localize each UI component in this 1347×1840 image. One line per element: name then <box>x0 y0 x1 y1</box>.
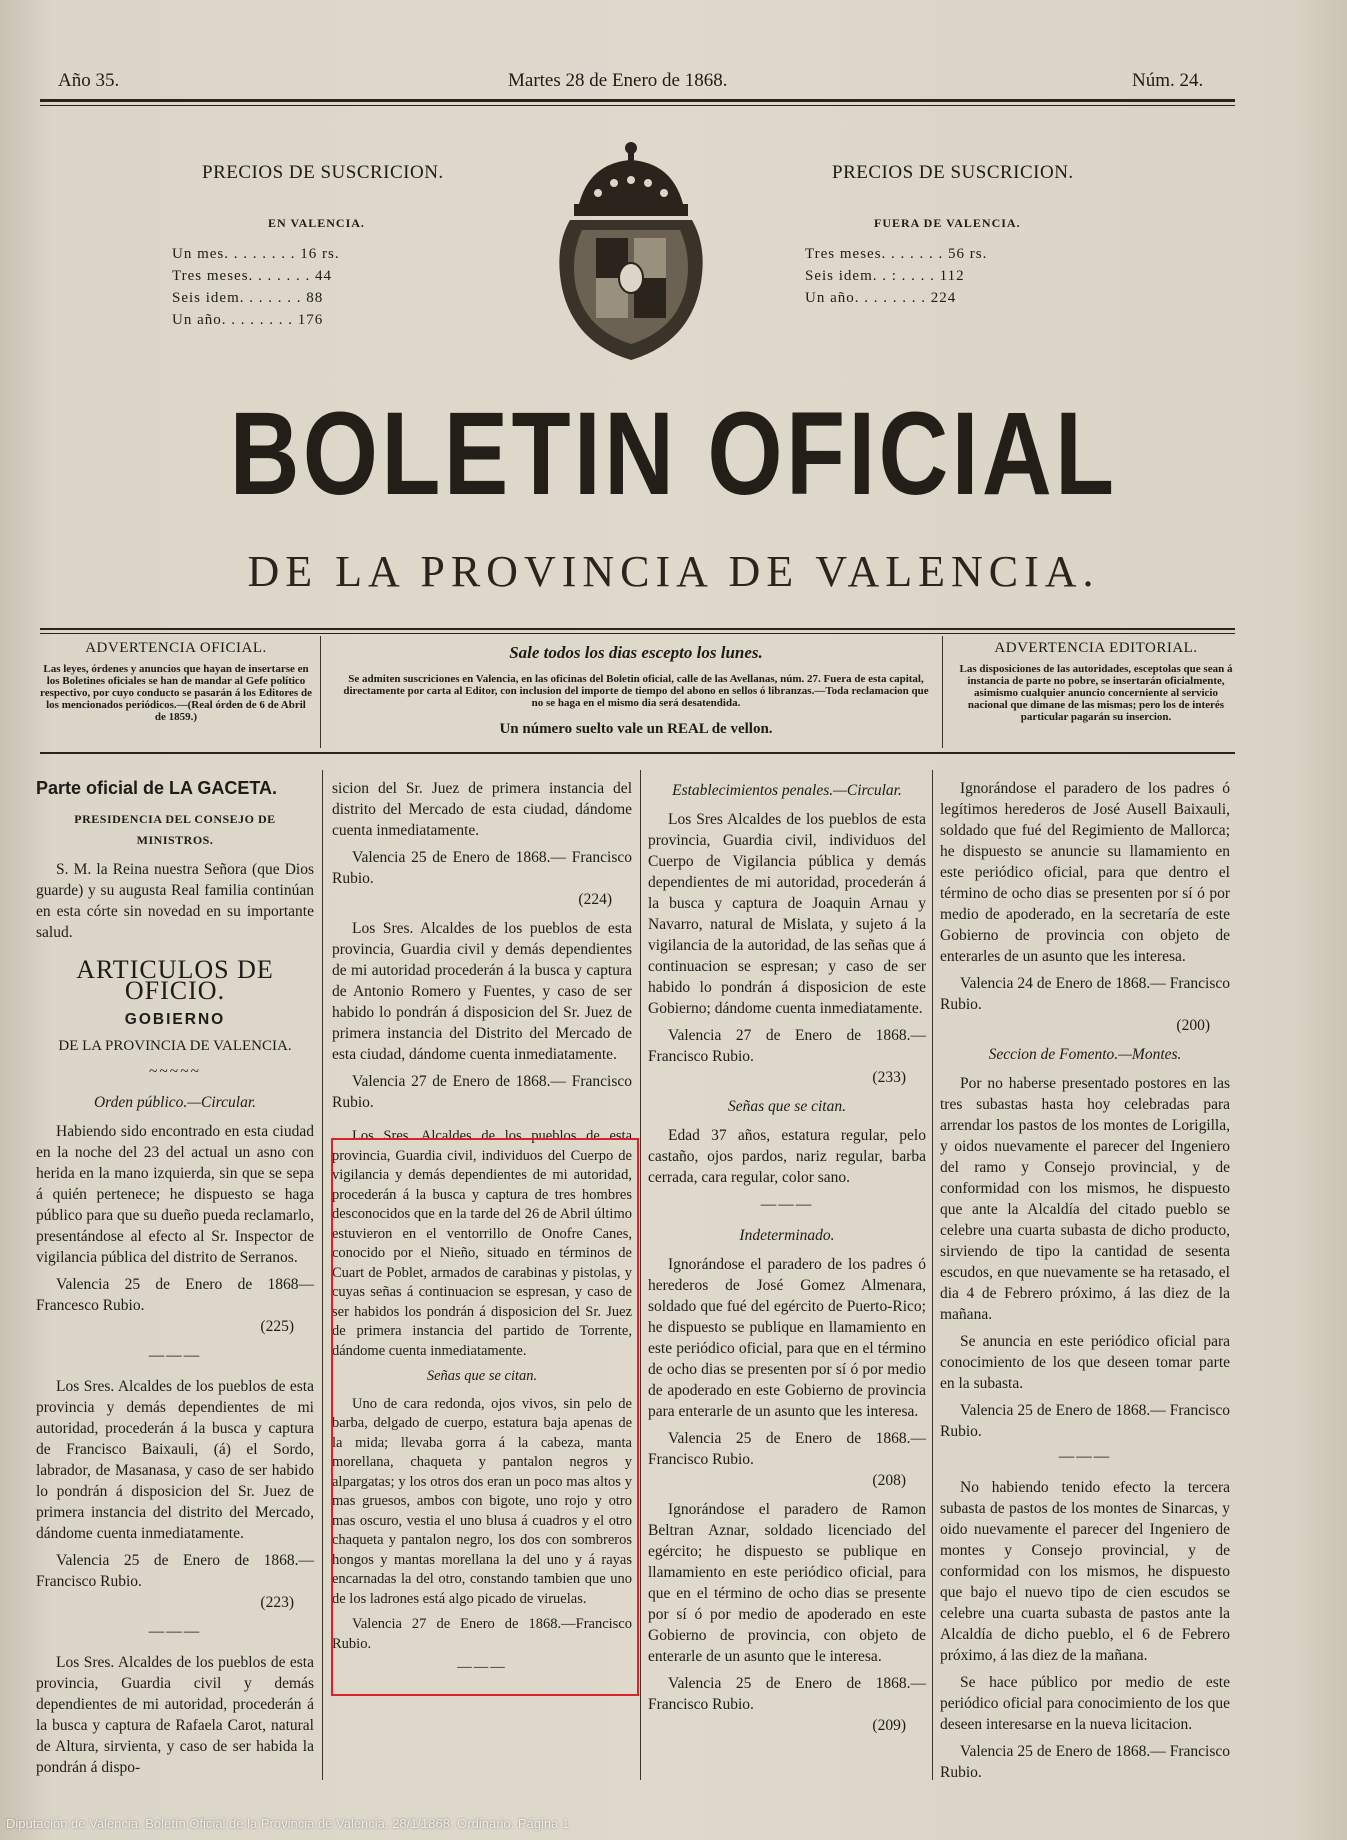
official-notice <box>40 640 312 723</box>
signature: Valencia 27 de Enero de 1868.— Francisco Rubio. <box>332 1073 632 1111</box>
notice-divider <box>942 636 943 748</box>
signature: Valencia 25 de Enero de 1868.— Francisco Rubio. <box>940 1402 1230 1440</box>
prices-right-subtitle: FUERA DE VALENCIA. <box>874 216 1021 230</box>
signature: Valencia 25 de Enero de 1868.— Francisco Rubio. <box>940 1743 1230 1781</box>
reference-number: (233) <box>872 1069 906 1086</box>
section-heading: Orden público.—Circular. <box>93 1094 257 1111</box>
prices-right-title: PRECIOS DE SUSCRICION. <box>832 162 1074 183</box>
official-notice-title: ADVERTENCIA OFICIAL. <box>85 640 267 656</box>
header-rule <box>40 99 1235 102</box>
reference-number: (208) <box>872 1472 906 1489</box>
articles-heading: ARTICULOS DE OFICIO. <box>76 955 274 1005</box>
gobierno-heading: GOBIERNO <box>124 1011 226 1028</box>
section-heading: Señas que se citan. <box>728 1098 846 1115</box>
paragraph: Se anuncia en este periódico oficial para conocimiento de los que deseen tomar parte en la subasta. <box>940 1333 1230 1392</box>
reference-number: (223) <box>260 1594 294 1611</box>
price-line: Tres meses. . . . . . . 56 rs. <box>805 246 988 262</box>
divider: ——— <box>148 1623 202 1640</box>
official-notice-text: Las leyes, órdenes y anuncios que hayan de insertarse en los Boletines oficiales se han de mandar al Gefe político respectivo, por cuyo conducto se pasarán á los Editores de los mencionados periódicos.—(Real órden de 6 de Abril de 1859.) <box>40 663 312 723</box>
masthead-subtitle: DE LA PROVINCIA DE VALENCIA. <box>247 547 1100 596</box>
price-line: Un mes. . . . . . . . 16 rs. <box>172 246 340 262</box>
section-heading: Indeterminado. <box>739 1227 835 1244</box>
paragraph: S. M. la Reina nuestra Señora (que Dios guarde) y su augusta Real familia continúan en esta córte sin novedad en su importante salud. <box>36 861 314 941</box>
price-line: Seis idem. . : . . . . 112 <box>805 268 965 284</box>
paragraph: Los Sres. Alcaldes de los pueblos de esta provincia, Guardia civil y demás dependientes de mi autoridad procederán á la busca y captura de Antonio Romero y Fuentes, y caso de ser habido lo pondrán á disposicion del Sr. Juez de primera instancia del Distrito del Mercado de esta ciudad, dándome cuenta inmediatamente. <box>332 920 632 1063</box>
footer-caption: Diputación de Valencia. Boletín Oficial de la Provincia de Valencia. 28/1/1868. Ordinario. Página 1 <box>6 1816 570 1831</box>
reference-number: (224) <box>578 891 612 908</box>
provincia-heading: DE LA PROVINCIA DE VALENCIA. <box>58 1038 292 1054</box>
paragraph: Ignorándose el paradero de los padres ó legítimos herederos de José Ausell Baixauli, soldado que fué del Regimiento de Mallorca; he dispuesto se anuncie su llamamiento en este periódico oficial, para que dentro el término de ocho dias se presenten por sí ó por medio de apoderado, en la secretaría de este Gobierno de provincia con objeto de enterarles de un asunto que les interesa. <box>940 780 1230 965</box>
paragraph: Ignorándose el paradero de los padres ó herederos de José Gomez Almenara, soldado que fué del egército de Puerto-Rico; he dispuesto se publique en llamamiento en este periódico oficial, para que en el término de ocho dias se presenten por sí ó por medio de apoderado en este Gobierno de provincia para enterarle de un asunto que les interesa. <box>648 1256 926 1420</box>
royal-crest-icon <box>548 138 714 368</box>
publication-notice-title: Sale todos los dias escepto los lunes. <box>509 643 763 662</box>
price-line: Seis idem. . . . . . . 88 <box>172 290 324 306</box>
signature: Valencia 27 de Enero de 1868.— Francisco Rubio. <box>648 1027 926 1065</box>
divider: ——— <box>148 1347 202 1364</box>
single-issue-price: Un número suelto vale un REAL de vellon. <box>499 721 773 737</box>
section-heading: Seccion de Fomento.—Montes. <box>988 1046 1182 1063</box>
paragraph: No habiendo tenido efecto la tercera subasta de pastos de los montes de Sinarcas, y oido nuevamente el parecer del Ingeniero de montes y Consejo provincial, y de conformidad con los mismos, he dispuesto que bajo el nuevo tipo de cien escudos se celebre una cuarta subasta de pastos ante la Alcaldía de dicho pueblo, el 6 de Febrero próximo, á las diez de la mañana. <box>940 1479 1230 1664</box>
gazette-section-title: Parte oficial de LA GACETA. <box>36 778 278 798</box>
column-4 <box>940 778 1230 1783</box>
paragraph: Habiendo sido encontrado en esta ciudad en la noche del 23 del actual un asno con herida en la mano izquierda, sin que se sepa á quién pertenece; he dispuesto se haga público para que su dueño pueda reclamarlo, presentándose al efecto al Sr. Inspector de vigilancia pública del distrito de Serranos. <box>36 1123 314 1266</box>
reference-number: (209) <box>872 1717 906 1734</box>
price-line: Un año. . . . . . . . 224 <box>805 290 957 306</box>
prices-left-title: PRECIOS DE SUSCRICION. <box>202 162 444 183</box>
reference-number: (200) <box>1176 1017 1210 1034</box>
prices-left-subtitle: EN VALENCIA. <box>268 216 365 230</box>
price-line: Tres meses. . . . . . . 44 <box>172 268 333 284</box>
section-heading: Establecimientos penales.—Circular. <box>672 782 902 799</box>
paragraph: Se hace público por medio de este periódico oficial para conocimiento de los que deseen interesarse en la nueva licitacion. <box>940 1674 1230 1733</box>
paragraph: Los Sres Alcaldes de los pueblos de esta provincia, Guardia civil, individuos del Cuerpo de Vigilancia pública y demás dependientes de mi autoridad, procederán á la busca y captura de Joaquin Arnau y Navarro, natural de Mislata, y sujeto á la vigilancia de la autoridad, de las señas que á continuacion se espresan; y caso de ser habido lo pondrán á disposicion de este Gobierno; dándome cuenta inmediatamente. <box>648 811 926 1017</box>
issue-number: Núm. 24. <box>1132 70 1204 91</box>
divider: ——— <box>457 1659 507 1675</box>
signature: Valencia 27 de Enero de 1868.—Francisco Rubio. <box>332 1616 632 1652</box>
paragraph: Los Sres. Alcaldes de los pueblos de esta provincia y demás dependientes de mi autoridad, procederán á la busca y captura de Francisco Baixauli, (á) el Sordo, labrador, de Masanasa, y caso de ser habido lo pondrán á disposicion del Sr. Juez de primera instancia del distrito del Mercado, dándome cuenta inmediatamente. <box>36 1378 314 1542</box>
publication-notice <box>340 643 932 738</box>
paragraph: Ignorándose el paradero de Ramon Beltran Aznar, soldado licenciado del egército; he dispuesto se publique en llamamiento en este periódico oficial, para que en el término de ocho dias se presente por sí ó por medio de apoderado en este Gobierno de provincia, con objeto de enterarle de un asunto que le interesa. <box>648 1501 926 1665</box>
column-divider <box>932 770 933 1780</box>
signature: Valencia 25 de Enero de 1868.— Francisco Rubio. <box>648 1675 926 1713</box>
signature: Valencia 25 de Enero de 1868.— Francisco Rubio. <box>36 1552 314 1590</box>
highlight-box <box>331 1138 639 1696</box>
paragraph: Los Sres. Alcaldes de los pueblos de esta provincia, Guardia civil, individuos del Cuerpo de vigilancia y demás dependientes de mi autoridad, procederán á la busca y captura de tres hombres desconocidos que en la tarde del 26 de Abril último estuvieron en el ventorrillo de Onofre Canes, conocido por el Nieño, situado en términos de Cuart de Poblet, armados de carabinas y pistolas, y cuyas señas á continuacion se espresan, y caso de ser habidos los pondrán á disposicion del Sr. Juez de primera instancia del partido de Torrente, dándome cuenta inmediatamente. <box>332 1128 632 1359</box>
presidency-heading: PRESIDENCIA DEL CONSEJO DE MINISTROS. <box>74 812 276 847</box>
ornament-divider: ~~~~~ <box>149 1063 201 1080</box>
columns-top-rule <box>40 752 1235 754</box>
column-3 <box>648 778 926 1744</box>
editorial-notice <box>958 640 1234 723</box>
divider: ——— <box>760 1196 814 1213</box>
editorial-notice-text: Las disposiciones de las autoridades, esceptolas que sean á instancia de parte no pobre, se insertarán oficialmente, asimismo cualquier anuncio concerniente al servicio nacional que dimane de las mismas; pero los de interés particular pagarán su insercion. <box>959 663 1233 723</box>
divider: ——— <box>1058 1448 1112 1465</box>
date-label: Martes 28 de Enero de 1868. <box>508 70 728 91</box>
price-line: Un año. . . . . . . . 176 <box>172 312 324 328</box>
publication-notice-text: Se admiten suscriciones en Valencia, en las oficinas del Boletin oficial, calle de las Avellanas, núm. 27. Fuera de esta capital, directamente por carta al Editor, con inclusion del importe de tiempo del abono en sellos ó libranzas.—Toda reclamacion que no se haga en el mismo dia será desatendida. <box>343 673 929 709</box>
column-1 <box>36 778 314 1784</box>
paragraph: Los Sres. Alcaldes de los pueblos de esta provincia, Guardia civil y demás dependientes de mi autoridad, procederán á la busca y captura de Rafaela Carot, natural de Altura, sirvienta, y caso de ser habida la pondrán á dispo- <box>36 1654 314 1776</box>
year-label: Año 35. <box>58 70 120 91</box>
paragraph: Por no haberse presentado postores en las tres subastas hasta hoy celebradas para arrendar los pastos de los montes de Lorigilla, y oidos nuevamente el parecer del Ingeniero del ramo y Consejo provincial, y de conformidad con los mismos, he dispuesto que ante la Alcaldía del citado pueblo se celebre una cuarta subasta de dicho producto, sirviendo de tipo la cantidad de sesenta escudos, en que nuevamente se ha retasado, el dia 4 de Febrero próximo, á las diez de la mañana. <box>940 1075 1230 1323</box>
signature: Valencia 24 de Enero de 1868.— Francisco Rubio. <box>940 975 1230 1013</box>
signature: Valencia 25 de Enero de 1868.— Francisco Rubio. <box>648 1430 926 1468</box>
signature: Valencia 25 de Enero de 1868.— Francisco Rubio. <box>332 849 632 887</box>
section-heading: Señas que se citan. <box>426 1368 538 1384</box>
paragraph: sicion del Sr. Juez de primera instancia del distrito del Mercado de esta ciudad, dándome cuenta inmediatamente. <box>332 780 632 839</box>
column-divider <box>322 770 323 1780</box>
masthead-title: BOLETIN OFICIAL <box>229 388 1118 520</box>
paragraph: Uno de cara redonda, ojos vivos, sin pelo de barba, delgado de cuerpo, estatura baja apenas de la mida; llevaba gorra á la cabeza, manta morellana, chaqueta y pantalon negros y alpargatas; y los otros dos eran un poco mas altos y mas gruesos, ambos con bigote, uno rojo y otro mas oscuro, vestia el uno blusa á cuadros y el otro chaqueta y pantalon negro, los dos con sombreros hongos y mantas morellana la del uno y á rayas encarnadas la del otro, constando tambien que uno de los ladrones está algo picado de viruelas. <box>332 1395 632 1607</box>
notice-top-rule-thin <box>40 633 1235 634</box>
header-rule-thin <box>40 105 1235 106</box>
signature: Valencia 25 de Enero de 1868— Francesco Rubio. <box>36 1276 314 1314</box>
column-divider <box>640 770 641 1780</box>
editorial-notice-title: ADVERTENCIA EDITORIAL. <box>994 640 1198 656</box>
notice-divider <box>320 636 321 748</box>
paragraph: Edad 37 años, estatura regular, pelo castaño, ojos pardos, nariz regular, barba cerrada, cara regular, color sano. <box>648 1127 926 1186</box>
reference-number: (225) <box>260 1318 294 1335</box>
notice-top-rule <box>40 628 1235 630</box>
